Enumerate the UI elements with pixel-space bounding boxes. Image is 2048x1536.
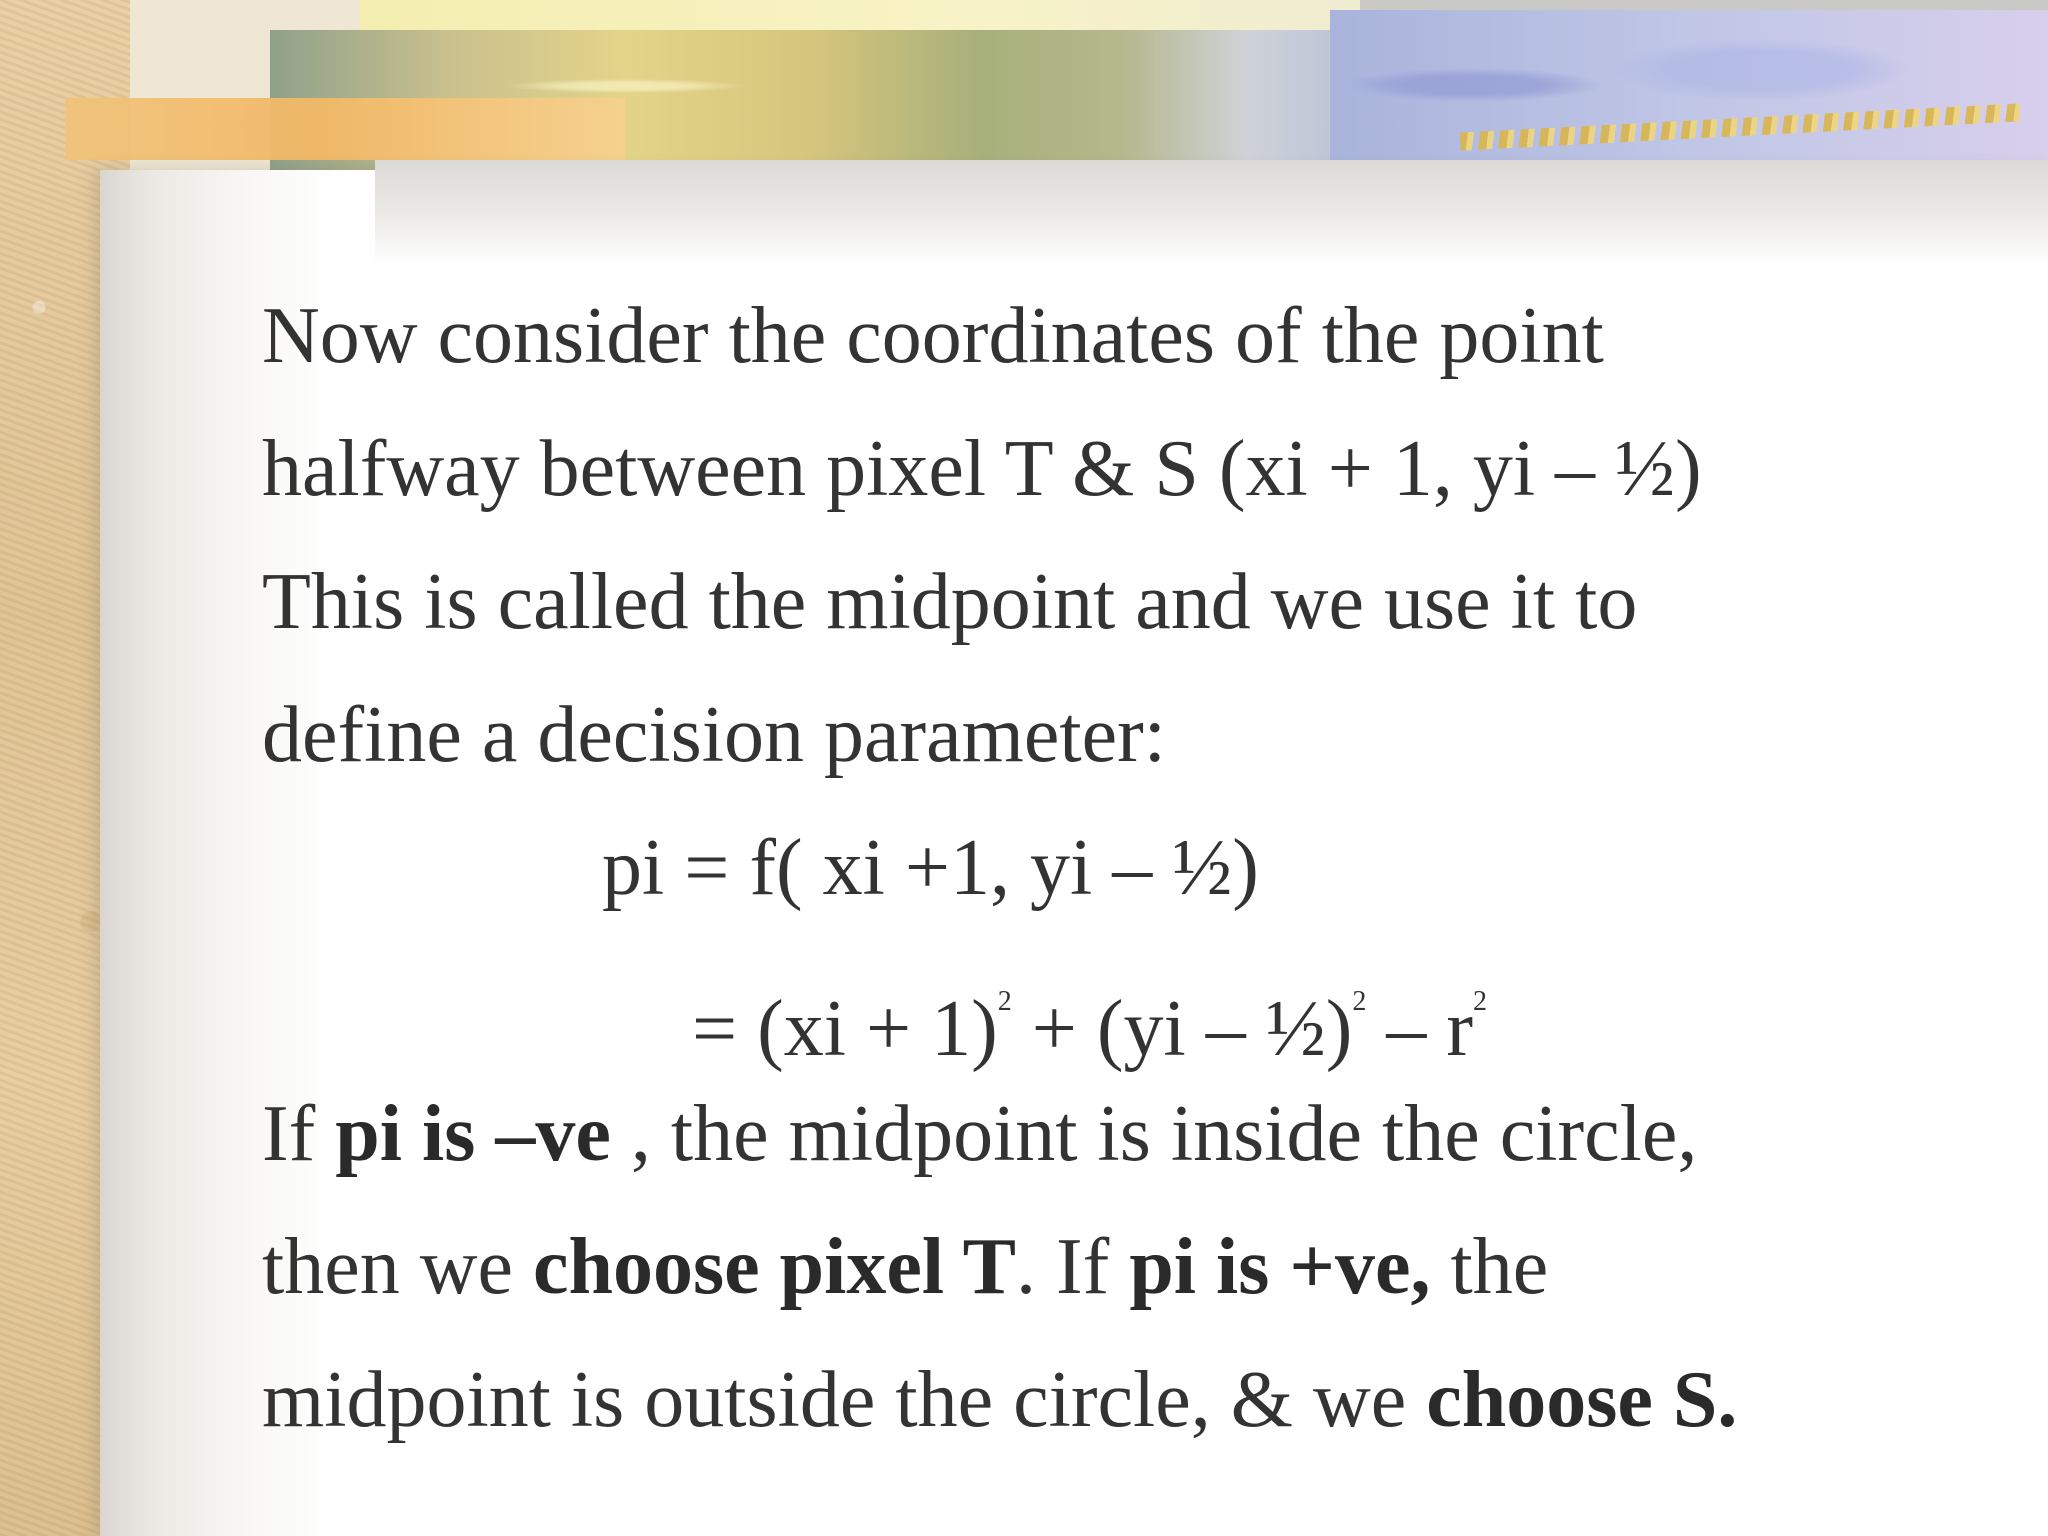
banner-orange-strip [65,98,625,160]
bold-run: choose S. [1426,1356,1738,1444]
text-line [262,1201,2002,1334]
text-line [262,1068,2002,1201]
text-line: This is called the midpoint and we use it to [262,558,1638,646]
text-line: halfway between pixel T & S (xi + 1, yi – ½) [262,425,1702,513]
text-line: Now consider the coordinates of the point [262,292,1604,380]
text-run: the [1430,1223,1549,1311]
text-run: then we [262,1223,534,1311]
equation-line [262,935,2002,1073]
text-run: . If [1016,1223,1130,1311]
exponent: 2 [1473,986,1488,1017]
text-line [262,1334,2002,1467]
equation-part: + (yi – ½) [1011,984,1353,1073]
exponent: 2 [1352,986,1367,1017]
equation-line: pi = f( xi +1, yi – ½) [602,824,1259,912]
text-line: define a decision parameter: [262,691,1166,779]
text-run: midpoint is outside the circle, & we [262,1356,1427,1444]
bold-run: pi is +ve, [1129,1223,1431,1311]
slide-content [262,270,2002,1467]
equation-part: – r [1366,984,1474,1073]
equation-part: = (xi + 1) [692,984,998,1073]
exponent: 2 [997,986,1012,1017]
text-run: , the midpoint is inside the circle, [610,1090,1698,1178]
bold-run: choose pixel T [533,1223,1017,1311]
bold-run: pi is –ve [335,1090,611,1178]
slide-panel-top-shade [375,160,2048,265]
text-run: If [262,1090,336,1178]
